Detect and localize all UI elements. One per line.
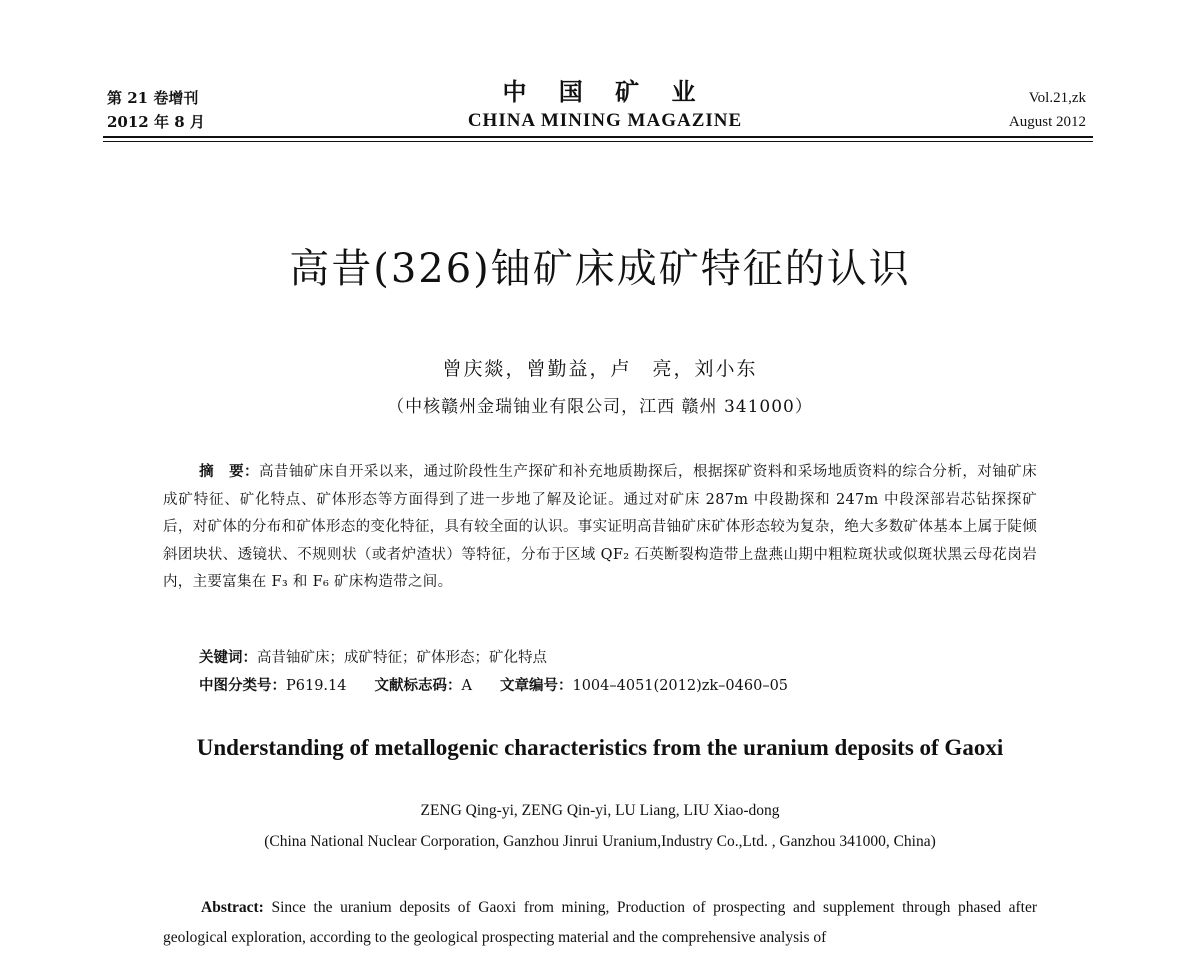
doc-code-value: A xyxy=(461,678,472,694)
journal-name-en: CHINA MINING MAGAZINE xyxy=(467,110,743,131)
keywords-cn-label: 关键词： xyxy=(199,649,257,666)
header-rule-thick xyxy=(103,136,1093,138)
abstract-en xyxy=(163,893,1037,953)
abstract-en-label: Abstract: xyxy=(201,899,264,916)
clc-label: 中图分类号： xyxy=(199,677,286,694)
clc-value: P619.14 xyxy=(286,678,347,694)
header-rule-thin xyxy=(103,141,1093,142)
paper-title-cn: 高昔(326)铀矿床成矿特征的认识 xyxy=(289,246,911,292)
header-date-en: August 2012 xyxy=(1008,114,1086,130)
journal-masthead xyxy=(400,78,810,132)
abstract-cn-label: 摘 要： xyxy=(199,463,260,480)
header-volume-info xyxy=(107,86,205,134)
abstract-cn-text: 高昔铀矿床自开采以来，通过阶段性生产探矿和补充地质勘探后，根据探矿资料和采场地质资料的综合分析，对铀矿床成矿特征、矿化特点、矿体形态等方面得到了进一步地了解及论证。通过对矿床 287m 中段勘探和 247m 中段深部岩芯钻探探矿后，对矿体的分布和矿体形态的变化特征，具有较全面的认识。事实证明高昔铀矿床矿体形态较为复杂，绝大多数矿体基本上属于陡倾斜团块状、透镜状、不规则状（或者炉渣状）等特征，分布于区域 QF₂ 石英断裂构造带上盘燕山期中粗粒斑状或似斑状黑云母花岗岩内，主要富集在 F₃ 和 F₆ 矿床构造带之间。 xyxy=(163,464,1037,590)
doc-code-label: 文献标志码： xyxy=(374,677,462,694)
header-volume: 第 21 卷增刊 xyxy=(107,89,199,107)
keywords-cn-text: 高昔铀矿床；成矿特征；矿体形态；矿化特点 xyxy=(257,650,547,666)
keywords-cn xyxy=(199,644,547,672)
classification-line xyxy=(199,672,788,700)
header-vol-en: Vol.21,zk xyxy=(1028,90,1086,106)
journal-name-cn: 中 国 矿 业 xyxy=(502,77,708,106)
affiliation-en: (China National Nuclear Corporation, Ganzhou Jinrui Uranium,Industry Co.,Ltd. , Ganzhou 341000, China) xyxy=(264,833,936,850)
paper-title-en: Understanding of metallogenic characteristics from the uranium deposits of Gaoxi xyxy=(196,735,1004,760)
abstract-cn xyxy=(163,458,1037,597)
authors-en: ZENG Qing-yi, ZENG Qin-yi, LU Liang, LIU Xiao-dong xyxy=(420,802,780,819)
affiliation-cn: （中核赣州金瑞铀业有限公司，江西 赣州 341000） xyxy=(387,397,813,417)
header-date-cn: 2012 年 8 月 xyxy=(107,113,205,131)
article-no-label: 文章编号： xyxy=(499,677,573,694)
article-no-value: 1004–4051(2012)zk–0460–05 xyxy=(572,678,789,694)
header-issue-info xyxy=(1009,86,1086,134)
abstract-en-text: Since the uranium deposits of Gaoxi from mining, Production of prospecting and supplement through phased after geological exploration, according to the geological prospecting material and the comprehensive analysis of xyxy=(163,899,1037,946)
authors-cn: 曾庆燚，曾勤益，卢 亮，刘小东 xyxy=(442,358,758,380)
